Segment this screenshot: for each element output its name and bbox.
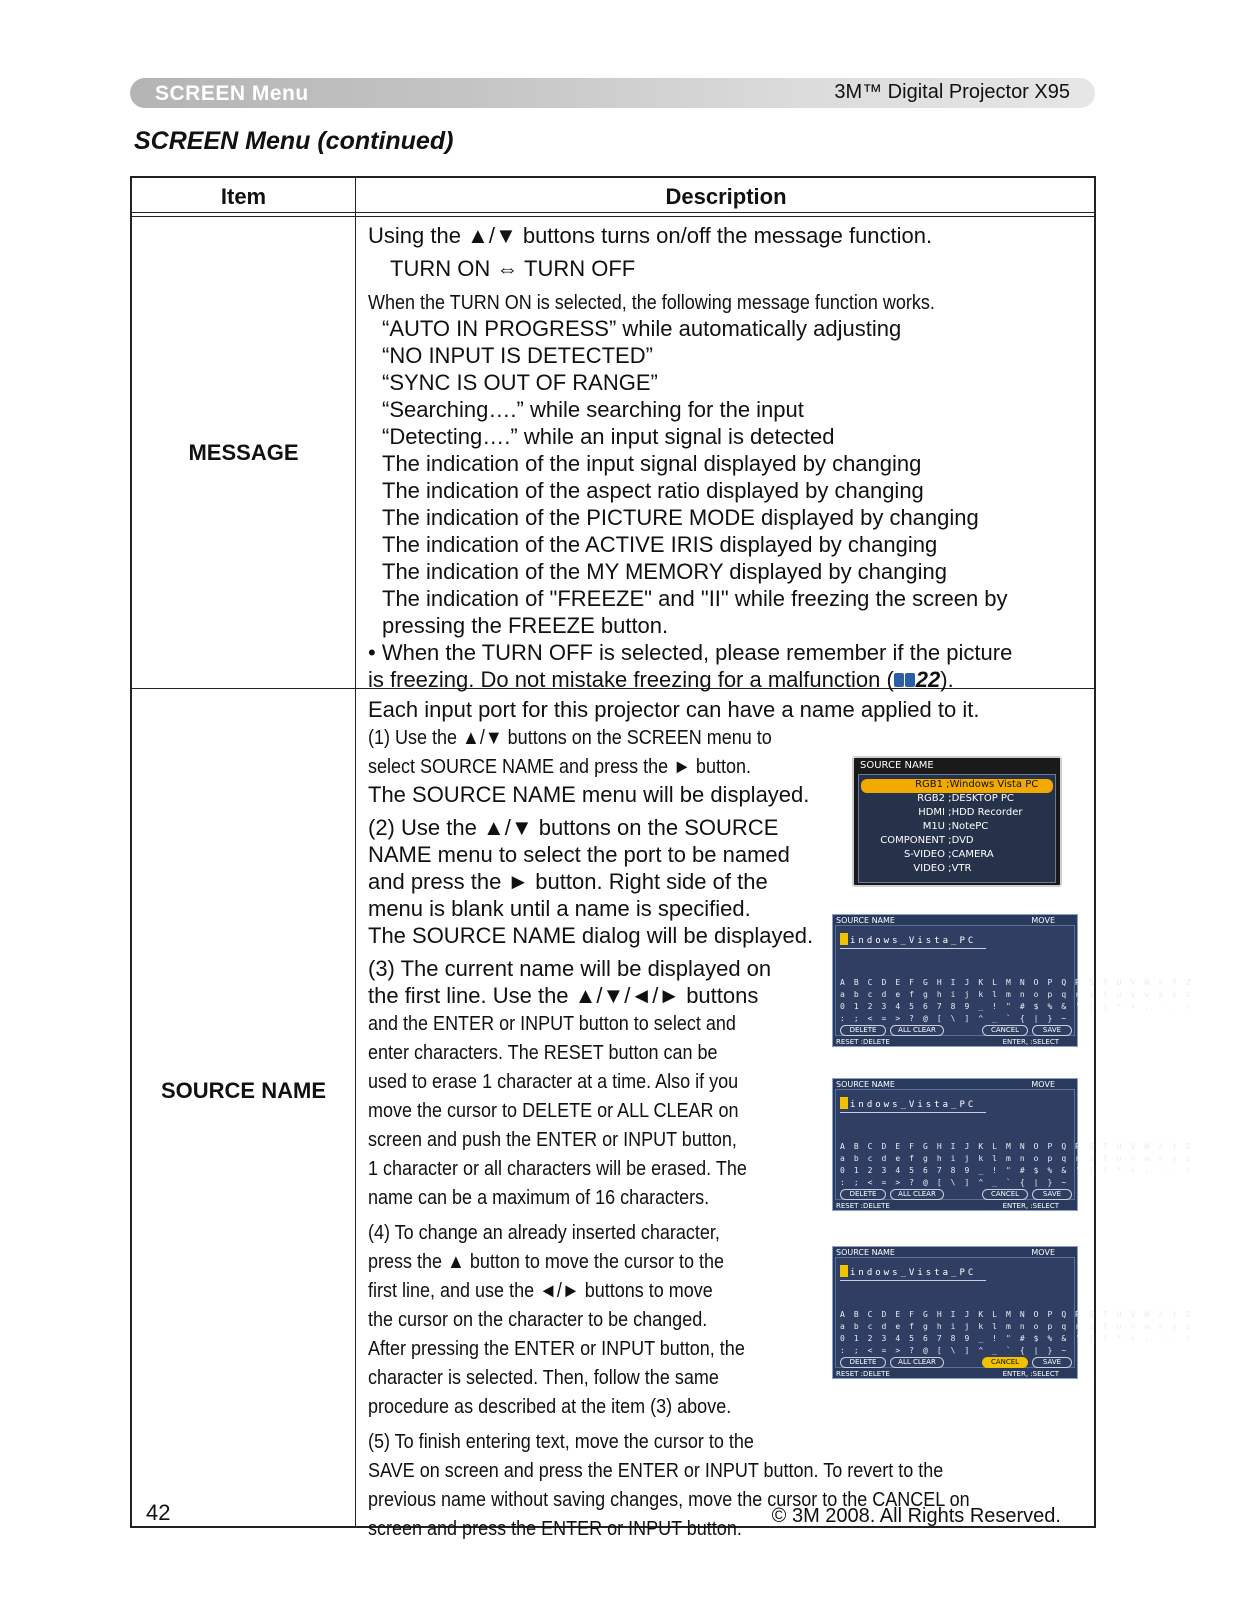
- header-bar: [130, 78, 1095, 108]
- step-2-result: The SOURCE NAME dialog will be displayed.: [368, 923, 814, 948]
- dialog-move-hint: MOVE: [1031, 1080, 1055, 1089]
- message-line: “AUTO IN PROGRESS” while automatically adjusting: [382, 316, 902, 341]
- menu-row: VIDEO ;VTR: [913, 863, 972, 874]
- page-number: 42: [146, 1500, 171, 1525]
- step-4-line: After pressing the ENTER or INPUT button, the: [368, 1338, 745, 1360]
- cursor: [840, 1097, 848, 1109]
- message-line: “Searching….” while searching for the input: [382, 397, 804, 422]
- menu-row: COMPONENT ;DVD: [880, 835, 974, 846]
- all-clear-button: ALL CLEAR: [890, 1025, 944, 1036]
- message-line: “NO INPUT IS DETECTED”: [382, 343, 653, 368]
- dialog-footer-right: ENTER, :SELECT: [1002, 1038, 1059, 1046]
- page-reference[interactable]: 22: [915, 667, 941, 692]
- dialog-footer-left: RESET :DELETE: [836, 1370, 890, 1378]
- dialog-footer-left: RESET :DELETE: [836, 1202, 890, 1210]
- step-4-line: first line, and use the ◄/► buttons to move: [368, 1280, 713, 1302]
- step-5-line: screen and press the ENTER or INPUT button.: [368, 1518, 742, 1540]
- menu-list: [858, 774, 1056, 883]
- step-1-result: The SOURCE NAME menu will be displayed.: [368, 782, 810, 807]
- page-heading: SCREEN Menu (continued): [134, 127, 454, 155]
- step-4-line: character is selected. Then, follow the same: [368, 1367, 719, 1389]
- step-3-line: used to erase 1 character at a time. Also if you: [368, 1071, 739, 1093]
- step-3-line: screen and push the ENTER or INPUT button,: [368, 1129, 737, 1151]
- dialog-footer-left: RESET :DELETE: [836, 1038, 890, 1046]
- step-3-line: 1 character or all characters will be erased. The: [368, 1158, 747, 1180]
- dialog-title: SOURCE NAME: [836, 1248, 895, 1257]
- message-line: The indication of the PICTURE MODE displayed by changing: [382, 505, 979, 530]
- cancel-button-highlighted: CANCEL: [982, 1357, 1028, 1368]
- character-grid: A B C D E F G H I J K L M N O P Q R S T U V W X Y Z a b c d e f g h i j k l m n o p q r s t u v w x y z 0 1 2 3 4 5 6 7 8 9 _ ! " # $ % & ' ( ) * + , - . / : ; < = > ? @ [ \ ] ^ _ ` { | } ~: [840, 1310, 1193, 1355]
- step-3-line: enter characters. The RESET button can be: [368, 1042, 718, 1064]
- source-name-dialog-screenshot: [832, 1246, 1193, 1379]
- step-5-line: previous name without saving changes, move the cursor to the CANCEL on: [368, 1489, 970, 1511]
- step-3-line: move the cursor to DELETE or ALL CLEAR on: [368, 1100, 739, 1122]
- all-clear-button: ALL CLEAR: [890, 1189, 944, 1200]
- dialog-title: SOURCE NAME: [836, 1080, 895, 1089]
- character-grid: A B C D E F G H I J K L M N O P Q R S T U V W X Y Z a b c d e f g h i j k l m n o p q r s t u v w x y z 0 1 2 3 4 5 6 7 8 9 _ ! " # $ % & ' ( ) * + , - . / : ; < = > ? @ [ \ ] ^ _ ` { | } ~: [840, 978, 1193, 1023]
- section-title: SCREEN Menu: [155, 82, 309, 105]
- source-name-menu-screenshot: [852, 756, 1062, 887]
- message-line: When the TURN ON is selected, the following message function works.: [368, 292, 935, 314]
- dialog-title: SOURCE NAME: [836, 916, 895, 925]
- source-name-dialog-screenshot: [832, 914, 1193, 1047]
- step-3-line: and the ENTER or INPUT button to select and: [368, 1013, 736, 1035]
- delete-button: DELETE: [840, 1189, 886, 1200]
- dialog-move-hint: MOVE: [1031, 916, 1055, 925]
- column-divider: [355, 178, 356, 1526]
- message-line: The indication of the input signal displayed by changing: [382, 451, 922, 476]
- source-name-dialog-screenshot: [832, 1078, 1193, 1211]
- delete-button: DELETE: [840, 1025, 886, 1036]
- save-button: SAVE: [1032, 1189, 1072, 1200]
- all-clear-button: ALL CLEAR: [890, 1357, 944, 1368]
- description-table: [130, 176, 1193, 1540]
- step-4-line: procedure as described at the item (3) above.: [368, 1396, 732, 1418]
- step-4-line: press the ▲ button to move the cursor to the: [368, 1251, 725, 1273]
- name-line: indows_Vista_PC: [840, 1097, 986, 1113]
- menu-row: S-VIDEO ;CAMERA: [903, 849, 994, 860]
- step-1-line: select SOURCE NAME and press the ► button.: [368, 756, 751, 778]
- book-icon: [894, 671, 916, 689]
- delete-button: DELETE: [840, 1357, 886, 1368]
- item-source-name: SOURCE NAME: [160, 1078, 326, 1103]
- cursor: [840, 933, 848, 945]
- message-line: The indication of the aspect ratio displayed by changing: [382, 478, 924, 503]
- step-5-line: SAVE on screen and press the ENTER or INPUT button. To revert to the: [368, 1460, 944, 1482]
- character-grid: A B C D E F G H I J K L M N O P Q R S T U V W X Y Z a b c d e f g h i j k l m n o p q r s t u v w x y z 0 1 2 3 4 5 6 7 8 9 _ ! " # $ % & ' ( ) * + , - . / : ; < = > ? @ [ \ ] ^ _ ` { | } ~: [840, 1142, 1193, 1187]
- step-3-line: (3) The current name will be displayed on: [368, 956, 772, 981]
- copyright: © 3M 2008. All Rights Reserved.: [771, 1505, 1061, 1527]
- menu-row: M1U ;NotePC: [922, 821, 989, 832]
- source-intro: Each input port for this projector can have a name applied to it.: [368, 697, 980, 722]
- reference-close: ).: [940, 667, 954, 692]
- step-2-line: menu is blank until a name is specified.: [368, 896, 751, 921]
- message-line: • When the TURN OFF is selected, please remember if the picture: [368, 640, 1013, 665]
- message-line: The indication of the ACTIVE IRIS displayed by changing: [382, 532, 938, 557]
- step-1-line: (1) Use the ▲/▼ buttons on the SCREEN menu to: [368, 727, 772, 749]
- step-5-line: (5) To finish entering text, move the cursor to the: [368, 1431, 754, 1453]
- message-line: “SYNC IS OUT OF RANGE”: [382, 370, 658, 395]
- save-button: SAVE: [1032, 1025, 1072, 1036]
- name-line: indows_Vista_PC: [840, 1265, 986, 1281]
- step-4-line: (4) To change an already inserted character,: [368, 1222, 720, 1244]
- menu-row-selected: RGB1 ;Windows Vista PC: [861, 779, 1053, 793]
- name-line: indows_Vista_PC: [840, 933, 986, 949]
- menu-title: SOURCE NAME: [860, 760, 934, 771]
- message-line: The indication of the MY MEMORY displayed by changing: [382, 559, 947, 584]
- step-3-line: the first line. Use the ▲/▼/◄/► buttons: [368, 983, 759, 1008]
- step-2-line: (2) Use the ▲/▼ buttons on the SOURCE: [368, 815, 779, 840]
- header-rule-2: [132, 216, 1094, 217]
- dialog-move-hint: MOVE: [1031, 1248, 1055, 1257]
- cancel-button: CANCEL: [982, 1025, 1028, 1036]
- message-line: Using the ▲/▼ buttons turns on/off the message function.: [368, 223, 933, 248]
- save-button: SAVE: [1032, 1357, 1072, 1368]
- column-header-item: Item: [220, 184, 267, 209]
- menu-row: HDMI ;HDD Recorder: [918, 807, 1023, 818]
- message-description: [368, 222, 1012, 693]
- step-3-line: name can be a maximum of 16 characters.: [368, 1187, 710, 1209]
- message-line: is freezing. Do not mistake freezing for a malfunction (: [368, 667, 894, 692]
- item-message: MESSAGE: [188, 440, 299, 465]
- message-line: pressing the FREEZE button.: [382, 613, 669, 638]
- step-4-line: the cursor on the character to be changed.: [368, 1309, 708, 1331]
- product-name: 3M™ Digital Projector X95: [834, 81, 1070, 103]
- menu-row: RGB2 ;DESKTOP PC: [917, 793, 1014, 804]
- message-line: The indication of "FREEZE" and "II" while freezing the screen by: [382, 586, 1008, 611]
- message-line: “Detecting….” while an input signal is detected: [382, 424, 835, 449]
- dialog-footer-right: ENTER, :SELECT: [1002, 1370, 1059, 1378]
- cancel-button: CANCEL: [982, 1189, 1028, 1200]
- step-2-line: NAME menu to select the port to be named: [368, 842, 790, 867]
- step-2-line: and press the ► button. Right side of the: [368, 869, 768, 894]
- cursor: [840, 1265, 848, 1277]
- dialog-footer-right: ENTER, :SELECT: [1002, 1202, 1059, 1210]
- header-rule: [132, 212, 1094, 213]
- message-line: TURN ON ⇔ TURN OFF: [390, 256, 636, 281]
- column-header-description: Description: [665, 184, 787, 209]
